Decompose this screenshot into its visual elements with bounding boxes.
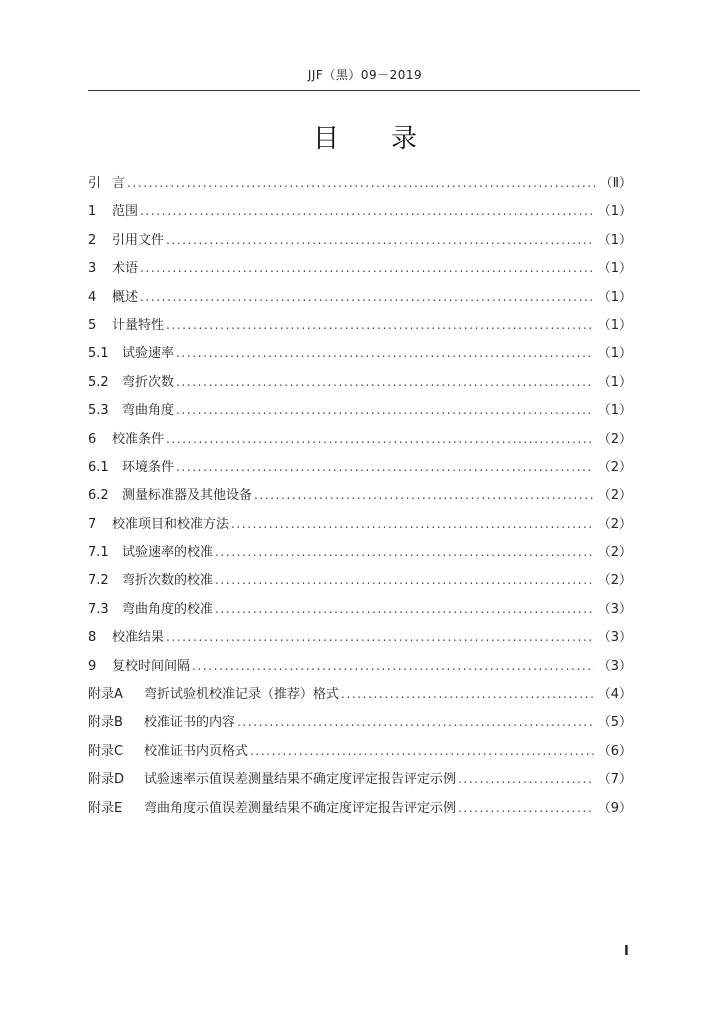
toc-entry-title: 术语	[112, 261, 139, 277]
table-of-contents	[88, 172, 632, 825]
toc-entry-title: 试验速率的校准	[122, 545, 214, 561]
toc-entry-appendix-b[interactable]	[88, 711, 632, 739]
dot-leader	[166, 630, 594, 644]
toc-entry-number: 附录B	[88, 715, 123, 731]
toc-entry-title: 言	[112, 176, 126, 191]
toc-entry-4[interactable]	[88, 286, 632, 314]
toc-entry-page: （4）	[597, 687, 632, 703]
toc-entry-9[interactable]	[88, 655, 632, 683]
toc-entry-page: （2）	[597, 516, 632, 532]
dot-leader	[215, 602, 594, 616]
toc-entry-number: 7	[88, 516, 97, 532]
dot-leader	[458, 772, 594, 786]
toc-entry-title: 复校时间间隔	[112, 658, 191, 674]
toc-entry-title: 概述	[112, 289, 139, 305]
toc-entry-number: 6	[88, 431, 97, 447]
toc-entry-number: 3	[88, 261, 97, 277]
toc-entry-page: （1）	[597, 232, 632, 248]
dot-leader	[176, 346, 594, 360]
toc-entry-6-2[interactable]	[88, 484, 632, 512]
document-code-header: JJF（黑）09－2019	[307, 68, 423, 82]
dot-leader	[250, 744, 594, 758]
toc-entry-5-2[interactable]	[88, 371, 632, 399]
toc-entry-title: 试验速率示值误差测量结果不确定度评定报告评定示例	[144, 772, 457, 788]
toc-title	[90, 118, 640, 155]
toc-entry-2[interactable]	[88, 229, 632, 257]
dot-leader	[166, 432, 594, 446]
dot-leader	[140, 290, 594, 304]
dot-leader	[176, 375, 594, 389]
toc-entry-title: 校准条件	[112, 431, 165, 447]
toc-entry-number: 附录D	[88, 772, 125, 788]
toc-entry-5-3[interactable]	[88, 399, 632, 427]
toc-entry-page: （2）	[597, 545, 632, 561]
toc-entry-title: 弯曲角度的校准	[122, 601, 214, 617]
toc-entry-number: 引	[88, 176, 102, 191]
toc-entry-title: 测量标准器及其他设备	[122, 488, 253, 504]
toc-entry-page: （3）	[597, 630, 632, 646]
toc-entry-page: （3）	[597, 658, 632, 674]
toc-entry-title: 弯曲角度	[122, 403, 175, 419]
toc-entry-number: 1	[88, 204, 97, 220]
toc-entry-page: （1）	[597, 374, 632, 390]
toc-title-char-2: 录	[391, 124, 418, 154]
toc-entry-page: （3）	[597, 601, 632, 617]
toc-entry-number: 4	[88, 289, 97, 305]
toc-entry-page: （9）	[597, 800, 632, 816]
toc-entry-title: 计量特性	[112, 317, 165, 333]
toc-entry-page: （6）	[597, 743, 632, 759]
toc-entry-number: 7.3	[88, 601, 109, 617]
toc-entry-7-2[interactable]	[88, 569, 632, 597]
toc-entry-page: （2）	[597, 573, 632, 589]
toc-entry-number: 5.1	[88, 346, 109, 362]
toc-entry-title: 校准项目和校准方法	[112, 516, 230, 532]
toc-entry-page: （Ⅱ）	[599, 176, 632, 191]
toc-title-char-1: 目	[312, 124, 339, 154]
toc-entry-number: 附录A	[88, 687, 123, 703]
dot-leader	[254, 488, 594, 502]
dot-leader	[341, 687, 594, 701]
header-rule	[88, 90, 640, 91]
toc-entry-page: （1）	[597, 261, 632, 277]
toc-entry-title: 试验速率	[122, 346, 175, 362]
toc-entry-number: 5.3	[88, 403, 109, 419]
dot-leader	[176, 460, 594, 474]
toc-entry-page: （2）	[597, 488, 632, 504]
toc-entry-7[interactable]	[88, 513, 632, 541]
toc-entry-number: 附录E	[88, 800, 123, 816]
toc-entry-number: 5	[88, 317, 97, 333]
toc-entry-number: 7.1	[88, 545, 109, 561]
toc-entry-number: 6.2	[88, 488, 109, 504]
toc-entry-number: 2	[88, 232, 97, 248]
dot-leader	[166, 318, 594, 332]
toc-entry-title: 弯折试验机校准记录（推荐）格式	[144, 687, 340, 703]
toc-entry-page: （1）	[597, 346, 632, 362]
toc-entry-page: （2）	[597, 431, 632, 447]
toc-entry-title: 范围	[112, 204, 139, 220]
toc-entry-title: 校准结果	[112, 630, 165, 646]
dot-leader	[458, 801, 594, 815]
toc-entry-number: 7.2	[88, 573, 109, 589]
toc-entry-title: 校准证书的内容	[144, 715, 236, 731]
toc-entry-title: 引用文件	[112, 232, 165, 248]
toc-entry-page: （5）	[597, 715, 632, 731]
toc-entry-6-1[interactable]	[88, 456, 632, 484]
dot-leader	[176, 403, 594, 417]
toc-entry-number: 附录C	[88, 743, 124, 759]
dot-leader	[192, 659, 594, 673]
toc-entry-page: （1）	[597, 289, 632, 305]
dot-leader	[166, 233, 594, 247]
toc-entry-number: 6.1	[88, 459, 109, 475]
dot-leader	[140, 204, 594, 218]
toc-entry-page: （1）	[597, 403, 632, 419]
dot-leader	[215, 573, 594, 587]
toc-entry-intro[interactable]	[88, 172, 632, 200]
dot-leader	[231, 517, 594, 531]
dot-leader	[215, 545, 594, 559]
toc-entry-title: 校准证书内页格式	[144, 743, 249, 759]
toc-entry-3[interactable]	[88, 257, 632, 285]
toc-entry-7-3[interactable]	[88, 598, 632, 626]
toc-entry-number: 8	[88, 630, 97, 646]
toc-entry-appendix-e[interactable]	[88, 797, 632, 825]
toc-entry-5[interactable]	[88, 314, 632, 342]
toc-entry-5-1[interactable]	[88, 342, 632, 370]
toc-entry-title: 弯曲角度示值误差测量结果不确定度评定报告评定示例	[144, 800, 457, 816]
toc-entry-7-1[interactable]	[88, 541, 632, 569]
page-number: I	[624, 944, 629, 959]
dot-leader	[237, 715, 594, 729]
dot-leader	[127, 176, 596, 190]
toc-entry-title: 弯折次数	[122, 374, 175, 390]
toc-entry-1[interactable]	[88, 200, 632, 228]
toc-entry-6[interactable]	[88, 428, 632, 456]
toc-entry-title: 环境条件	[122, 459, 175, 475]
toc-entry-8[interactable]	[88, 626, 632, 654]
toc-entry-number: 9	[88, 658, 97, 674]
toc-entry-page: （7）	[597, 772, 632, 788]
toc-entry-page: （1）	[597, 204, 632, 220]
toc-entry-appendix-c[interactable]	[88, 740, 632, 768]
toc-entry-title: 弯折次数的校准	[122, 573, 214, 589]
toc-entry-page: （1）	[597, 317, 632, 333]
toc-entry-appendix-a[interactable]	[88, 683, 632, 711]
dot-leader	[140, 261, 594, 275]
toc-entry-appendix-d[interactable]	[88, 768, 632, 796]
toc-entry-number: 5.2	[88, 374, 109, 390]
toc-entry-page: （2）	[597, 459, 632, 475]
